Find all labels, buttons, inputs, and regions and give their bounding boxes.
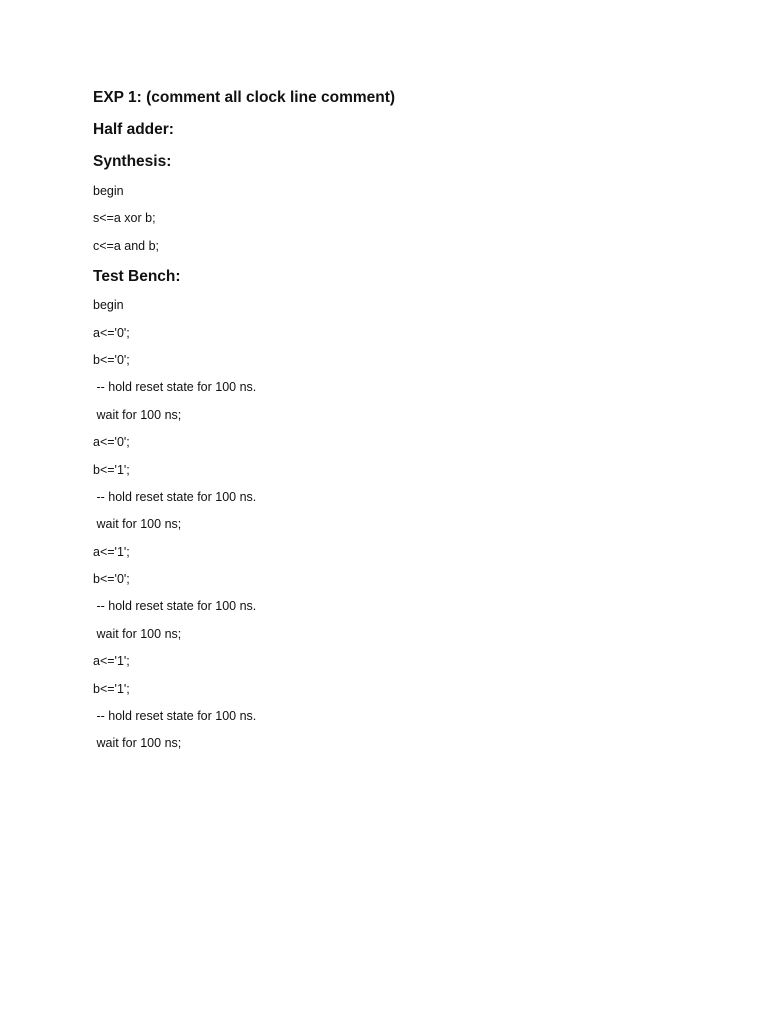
code-comment: -- hold reset state for 100 ns. xyxy=(93,709,257,723)
code-line: wait for 100 ns; xyxy=(93,517,182,531)
code-line: a<='0'; xyxy=(93,435,130,449)
document-title: EXP 1: (comment all clock line comment) xyxy=(93,89,396,106)
code-line: a<='1'; xyxy=(93,654,130,668)
code-comment: -- hold reset state for 100 ns. xyxy=(93,380,257,394)
code-line: wait for 100 ns; xyxy=(93,627,182,641)
code-line: b<='0'; xyxy=(93,572,130,586)
code-line: begin xyxy=(93,298,124,312)
section-heading-half-adder: Half adder: xyxy=(93,121,174,138)
section-heading-test-bench: Test Bench: xyxy=(93,268,181,285)
code-line: s<=a xor b; xyxy=(93,211,156,225)
code-line: a<='0'; xyxy=(93,326,130,340)
code-line: begin xyxy=(93,184,124,198)
code-line: b<='1'; xyxy=(93,463,130,477)
code-line: a<='1'; xyxy=(93,545,130,559)
code-line: wait for 100 ns; xyxy=(93,408,182,422)
code-line: wait for 100 ns; xyxy=(93,736,182,750)
code-comment: -- hold reset state for 100 ns. xyxy=(93,490,257,504)
code-line: c<=a and b; xyxy=(93,239,160,253)
section-heading-synthesis: Synthesis: xyxy=(93,153,172,170)
code-comment: -- hold reset state for 100 ns. xyxy=(93,599,257,613)
code-line: b<='0'; xyxy=(93,353,130,367)
code-line: b<='1'; xyxy=(93,682,130,696)
